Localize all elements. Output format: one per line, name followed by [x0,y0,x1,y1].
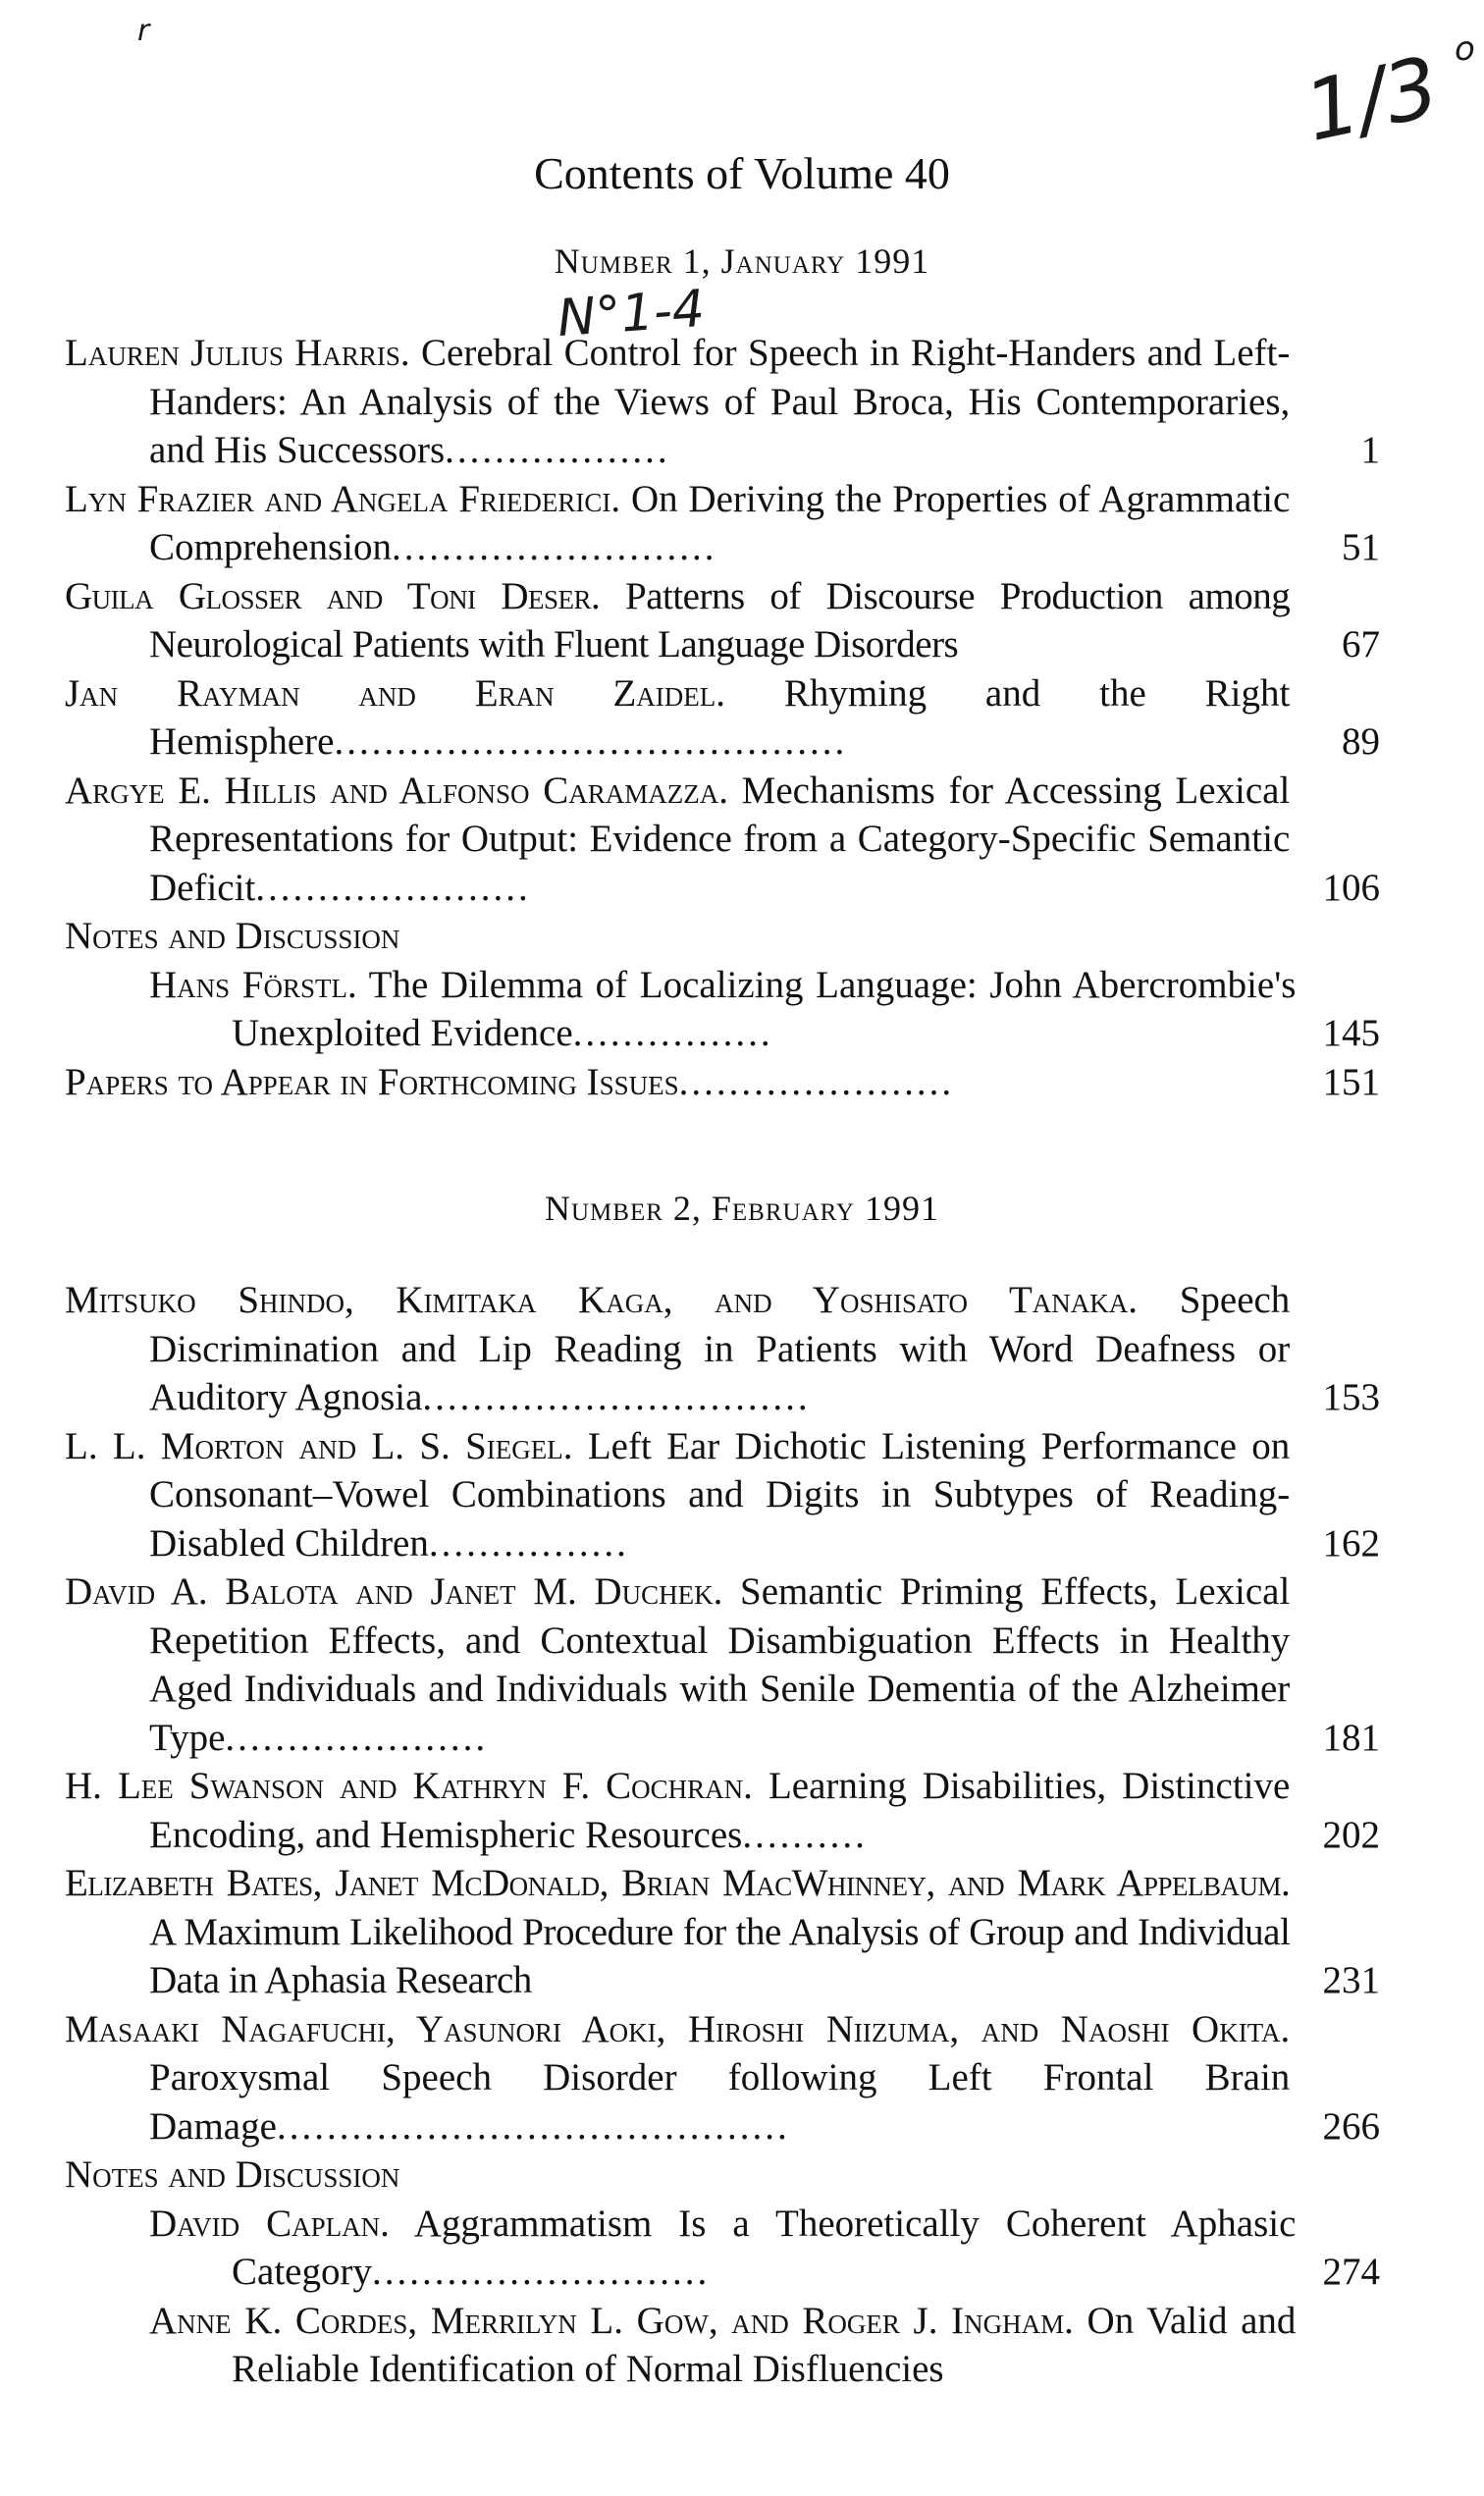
entry-authors: H. Lee Swanson and Kathryn F. Cochran [65,1765,744,1807]
toc-entry-text: Elizabeth Bates, Janet McDonald, Brian MacWhinney, and Mark Appelbaum. A Maximum Likelihood Procedure for the Analysis of Group and Individual Data in Aphasia Research [65,1862,1291,2001]
entry-authors: Elizabeth Bates, Janet McDonald, Brian MacWhinney, and Mark Appelbaum [65,1862,1282,1904]
toc-entry-text: Anne K. Cordes, Merrilyn L. Gow, and Roger J. Ingham. On Valid and Reliable Identification of Normal Disfluencies [149,2299,1297,2390]
entry-title: Left Ear Dichotic Listening Performance on Consonant–Vowel Combinations and Digits in Subtypes of Reading-Disabled Children [149,1424,1291,1565]
entry-title: Cerebral Control for Speech in Right-Handers and Left-Handers: An Analysis of the Views of Paul Broca, His Contemporaries, and His Successors [149,332,1291,471]
toc-entry-text: Lauren Julius Harris. Cerebral Control for Speech in Right-Handers and Left-Handers: An Analysis of the Views of Paul Broca, His Contemporaries, and His Successors.................. [65,332,1291,471]
entry-page-number: 89 [1342,720,1380,763]
entry-page-number: 67 [1342,623,1380,665]
page-title: Contents of Volume 40 [534,148,950,198]
entry-authors: Guila Glosser and Toni Deser [65,574,592,617]
entry-title: Rhyming and the Right Hemisphere [149,671,1291,763]
entry-authors: Lauren Julius Harris [65,332,400,374]
entry-authors: Hans Förstl [149,963,347,1006]
leader-dots: .......................... [391,526,717,568]
toc-entry-text: Lyn Frazier and Angela Friederici. On Deriving the Properties of Agrammatic Comprehension.......................... [65,477,1291,568]
toc-entry-text: L. L. Morton and L. S. Siegel. Left Ear Dichotic Listening Performance on Consonant–Vowel Combinations and Digits in Subtypes of Reading-Disabled Children................ [65,1424,1291,1565]
toc-entry [65,669,1380,767]
entry-title: Aggrammatism Is a Theoretically Coherent Aphasic Category [232,2202,1297,2293]
leader-dots: ........................... [371,2251,711,2293]
leader-dots: .................. [445,429,670,471]
entry-page-number: 162 [1322,1521,1380,1565]
toc-entry-text: Jan Rayman and Eran Zaidel. Rhyming and the Right Hemisphere......................................... [65,671,1291,763]
toc-entry [65,1276,1380,1422]
toc-entry-text: Guila Glosser and Toni Deser. Patterns of Discourse Production among Neurological Patients with Fluent Language Disorders [65,574,1291,665]
toc-entry-text: Mitsuko Shindo, Kimitaka Kaga, and Yoshisato Tanaka. Speech Discrimination and Lip Reading in Patients with Word Deafness or Auditory Agnosia............................... [65,1279,1291,1418]
entry-page-number: 153 [1322,1376,1380,1418]
leader-dots: ..................... [225,1716,489,1759]
entry-page-number: 151 [1322,1060,1380,1103]
toc-entry [65,2200,1380,2297]
leader-dots: ................ [572,1012,773,1054]
entry-title: Paroxysmal Speech Disorder following Left Frontal Brain Damage [149,2056,1291,2148]
handwritten-number-note: N°1-4 [556,279,707,349]
section-heading: Notes and Discussion [65,915,400,957]
toc-entry [65,1567,1380,1762]
toc-entry-text: David A. Balota and Janet M. Duchek. Semantic Priming Effects, Lexical Repetition Effects, and Contextual Disambiguation Effects in Healthy Aged Individuals and Individuals with Senile Dementia of the Alzheimer Type..................... [65,1570,1291,1759]
leader-dots: ...................... [255,866,531,909]
entry-page-number: 274 [1322,2251,1380,2293]
entry-authors: Mitsuko Shindo, Kimitaka Kaga, and Yoshisato Tanaka [65,1279,1129,1321]
toc-entry [65,329,1380,475]
toc-entry-text: David Caplan. Aggrammatism Is a Theoretically Coherent Aphasic Category........................... [149,2202,1297,2293]
toc-entry-text: H. Lee Swanson and Kathryn F. Cochran. Learning Disabilities, Distinctive Encoding, and Hemispheric Resources.......... [65,1765,1291,1856]
entry-page-number: 1 [1360,429,1380,471]
entry-title: Patterns of Discourse Production among Neurological Patients with Fluent Language Disorders [149,574,1291,665]
entry-title: Semantic Priming Effects, Lexical Repetition Effects, and Contextual Disambiguation Effects in Healthy Aged Individuals and Individuals with Senile Dementia of the Alzheimer Type [149,1570,1291,1759]
entry-authors: David A. Balota and Janet M. Duchek [65,1570,714,1613]
toc-entry [65,2005,1380,2151]
entry-page-number: 181 [1322,1716,1380,1759]
issue-heading: Number 2, February 1991 [544,1189,939,1228]
leader-dots: ...................... [678,1060,955,1103]
entry-page-number: 231 [1322,1959,1380,2001]
entry-title: On Valid and Reliable Identification of Normal Disfluencies [232,2299,1297,2390]
issue-1-contents [65,329,1380,1106]
entry-page-number: 202 [1322,1813,1380,1856]
entry-authors: L. L. Morton and L. S. Siegel [65,1424,563,1467]
toc-entry [65,1762,1380,1859]
entry-authors: David Caplan [149,2202,381,2245]
entry-page-number: 145 [1322,1012,1380,1054]
entry-title: Learning Disabilities, Distinctive Encoding, and Hemispheric Resources [149,1765,1291,1856]
toc-entry [65,475,1380,572]
toc-entry [65,1859,1380,2005]
toc-entry-text: Hans Förstl. The Dilemma of Localizing Language: John Abercrombie's Unexploited Evidence................ [149,963,1297,1054]
handwritten-margin-mark: o [1455,29,1475,69]
toc-entry-text: Argye E. Hillis and Alfonso Caramazza. Mechanisms for Accessing Lexical Representations for Output: Evidence from a Category-Specific Semantic Deficit...................... [65,769,1291,909]
toc-entry [65,2297,1380,2394]
leader-dots: ................ [428,1521,629,1565]
toc-entry [65,572,1380,669]
section-heading: Notes and Discussion [65,2153,400,2196]
entry-page-number: 266 [1322,2104,1380,2148]
entry-authors: Argye E. Hillis and Alfonso Caramazza [65,769,719,812]
handwritten-fraction-note: 1/3 [1297,38,1447,160]
toc-entry-text [65,1058,1290,1107]
entry-authors: Masaaki Nagafuchi, Yasunori Aoki, Hiroshi Niizuma, and Naoshi Okita [65,2007,1281,2050]
toc-entry [65,1058,1380,1107]
entry-authors: Jan Rayman and Eran Zaidel [65,671,716,715]
entry-page-number: 51 [1342,526,1380,568]
entry-title: The Dilemma of Localizing Language: John Abercrombie's Unexploited Evidence [232,963,1297,1054]
entry-authors: Lyn Frazier and Angela Friederici [65,477,611,520]
toc-entry [65,767,1380,913]
entry-title: On Deriving the Properties of Agrammatic Comprehension [149,477,1291,568]
leader-dots: ......................................... [334,720,848,763]
entry-title: A Maximum Likelihood Procedure for the Analysis of Group and Individual Data in Aphasia Research [149,1910,1291,2001]
issue-2-contents [65,1276,1380,2394]
entry-title: Speech Discrimination and Lip Reading in Patients with Word Deafness or Auditory Agnosia [149,1279,1291,1418]
leader-dots: .......... [742,1813,868,1856]
entry-title: Mechanisms for Accessing Lexical Representations for Output: Evidence from a Category-Specific Semantic Deficit [149,769,1291,909]
toc-entry [65,961,1380,1058]
toc-entry [65,1422,1380,1568]
issue-heading: Number 1, January 1991 [554,241,930,281]
leader-dots: ......................................... [276,2104,790,2148]
entry-authors: Anne K. Cordes, Merrilyn L. Gow, and Roger J. Ingham [149,2299,1065,2342]
toc-entry-text: Masaaki Nagafuchi, Yasunori Aoki, Hiroshi Niizuma, and Naoshi Okita. Paroxysmal Speech Disorder following Left Frontal Brain Damage......................................... [65,2007,1291,2148]
forthcoming-papers-label: Papers to Appear in Forthcoming Issues [65,1060,679,1103]
leader-dots: ............................... [422,1376,811,1418]
handwritten-corner-mark: r [137,14,150,48]
entry-page-number: 106 [1322,866,1380,909]
